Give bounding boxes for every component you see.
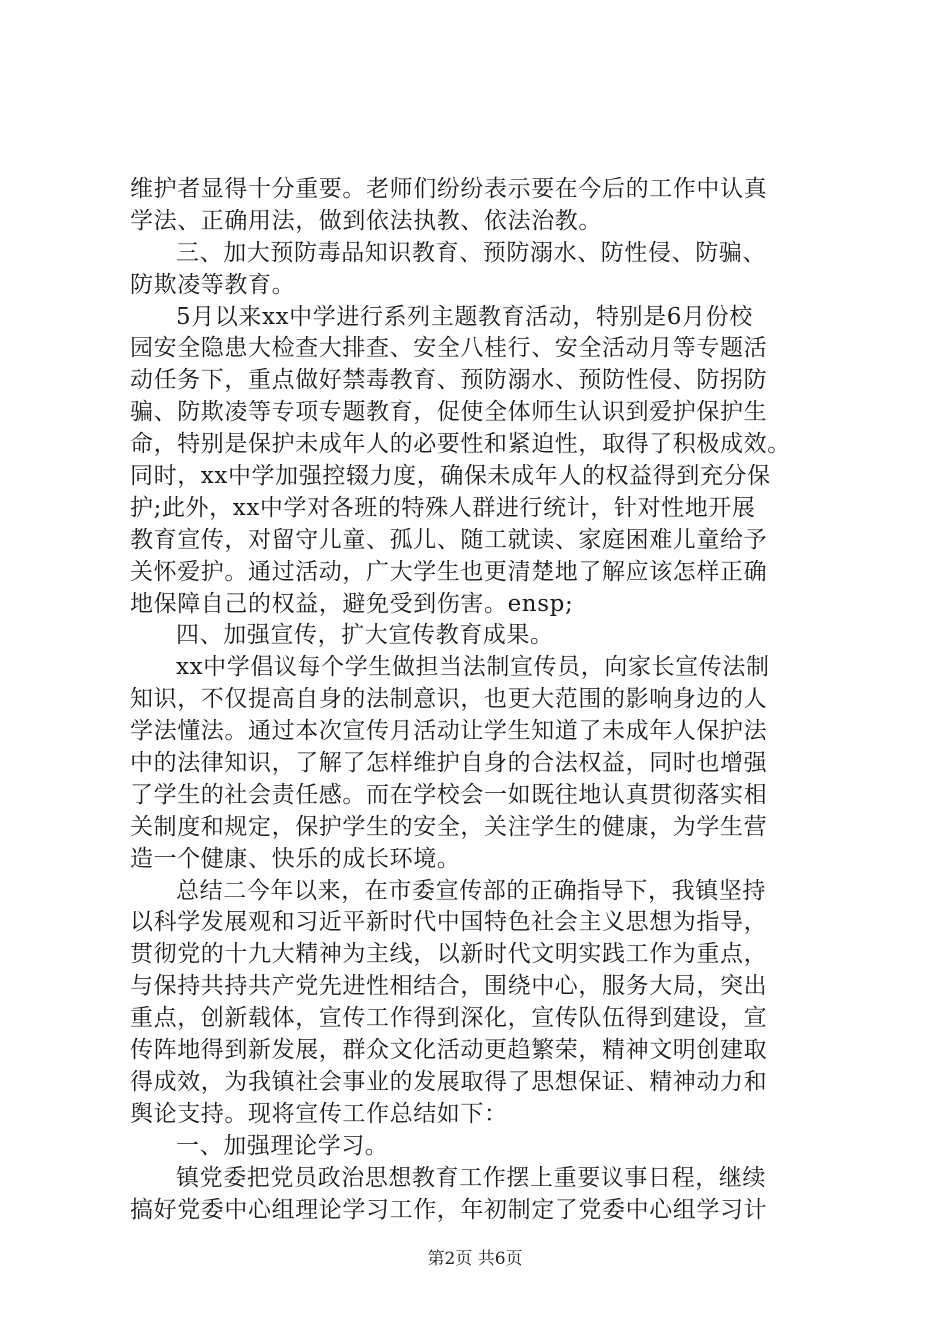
text-line: 教育宣传，对留守儿童、孤儿、随工就读、家庭困难儿童给予 xyxy=(130,526,768,553)
text-line: 得成效，为我镇社会事业的发展取得了思想保证、精神动力和 xyxy=(130,1068,768,1095)
body-text xyxy=(130,174,830,1226)
text-line: 骗、防欺凌等专项专题教育，促使全体师生认识到爱护保护生 xyxy=(130,399,768,426)
text-line: 传阵地得到新发展，群众文化活动更趋繁荣，精神文明创建取 xyxy=(130,1037,768,1064)
section-heading: 三、加大预防毒品知识教育、预防溺水、防性侵、防骗、 xyxy=(176,239,766,266)
text-line: 以科学发展观和习近平新时代中国特色社会主义思想为指导， xyxy=(130,909,768,936)
text-line: 舆论支持。现将宣传工作总结如下： xyxy=(130,1100,508,1127)
text-line: 维护者显得十分重要。老师们纷纷表示要在今后的工作中认真 xyxy=(130,176,768,202)
text-line: 园安全隐患大检查大排查、安全八桂行、安全活动月等专题活 xyxy=(130,335,768,362)
text-line: 造一个健康、快乐的成长环境。 xyxy=(130,845,461,872)
paragraph-start: 总结二今年以来，在市委宣传部的正确指导下，我镇坚持 xyxy=(176,877,766,904)
text-line: 知识，不仅提高自身的法制意识，也更大范围的影响身边的人 xyxy=(130,686,768,713)
text-line: 了学生的社会责任感。而在学校会一如既往地认真贯彻落实相 xyxy=(130,781,768,808)
page-number-footer: 第2页 共6页 xyxy=(427,1249,523,1269)
text-line: 搞好党委中心组理论学习工作，年初制定了党委中心组学习计 xyxy=(130,1196,768,1223)
text-line: 关怀爱护。通过活动，广大学生也更清楚地了解应该怎样正确 xyxy=(130,558,768,585)
text-line: 命，特别是保护未成年人的必要性和紧迫性，取得了积极成效。 xyxy=(130,431,791,458)
text-line: 动任务下，重点做好禁毒教育、预防溺水、预防性侵、防拐防 xyxy=(130,367,768,394)
text-line: 学法、正确用法，做到依法执教、依法治教。 xyxy=(130,207,602,234)
text-line: 关制度和规定，保护学生的安全，关注学生的健康，为学生营 xyxy=(130,813,768,840)
text-line: 重点，创新载体，宣传工作得到深化，宣传队伍得到建设，宣 xyxy=(130,1005,768,1032)
text-line: 地保障自己的权益，避免受到伤害。ensp; xyxy=(130,590,574,617)
section-heading: 一、加强理论学习。 xyxy=(176,1132,389,1159)
paragraph-start: 5月以来xx中学进行系列主题教育活动，特别是6月份校 xyxy=(176,303,753,330)
text-line: 中的法律知识，了解了怎样维护自身的合法权益，同时也增强 xyxy=(130,750,768,777)
text-line: 同时，xx中学加强控辍力度，确保未成年人的权益得到充分保 xyxy=(130,463,771,490)
text-line: 防欺凌等教育。 xyxy=(130,271,296,298)
text-line: 护;此外，xx中学对各班的特殊人群进行统计，针对性地开展 xyxy=(130,494,756,521)
paragraph-start: xx中学倡议每个学生做担当法制宣传员，向家长宣传法制 xyxy=(176,654,770,681)
paragraph-start: 镇党委把党员政治思想教育工作摆上重要议事日程，继续 xyxy=(176,1164,766,1191)
text-line: 学法懂法。通过本次宣传月活动让学生知道了未成年人保护法 xyxy=(130,718,768,745)
text-line: 与保持共持共产党先进性相结合，围绕中心，服务大局，突出 xyxy=(130,973,768,1000)
text-line: 贯彻党的十九大精神为主线，以新时代文明实践工作为重点， xyxy=(130,941,768,968)
section-heading: 四、加强宣传，扩大宣传教育成果。 xyxy=(176,622,554,649)
